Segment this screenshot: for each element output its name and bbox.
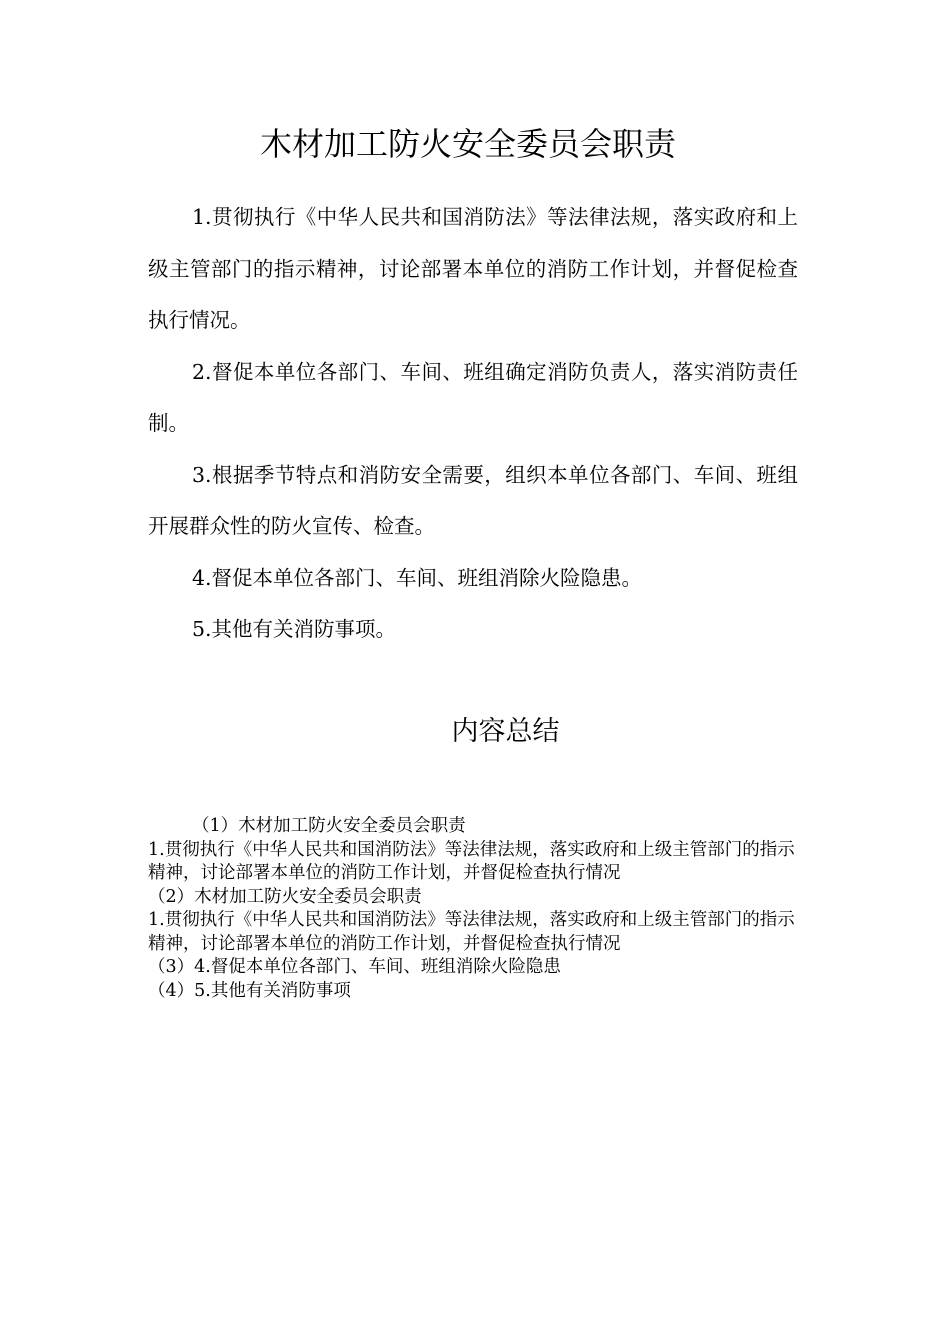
paragraph-5: 5.其他有关消防事项。 <box>192 617 397 641</box>
summary-title: 内容总结 <box>451 716 560 747</box>
paragraph-1: 1.贯彻执行《中华人民共和国消防法》等法律法规，落实政府和上级主管部门的指示精神，讨论部署本单位的消防工作计划，并督促检查执行情况。 <box>148 205 798 332</box>
summary-line-6: （4）5.其他有关消防事项 <box>148 980 351 1001</box>
paragraph-2: 2.督促本单位各部门、车间、班组确定消防负责人，落实消防责任制。 <box>148 359 798 435</box>
summary-line-5: （3）4.督促本单位各部门、车间、班组消除火险隐患 <box>148 957 561 977</box>
summary-line-2: 1.贯彻执行《中华人民共和国消防法》等法律法规，落实政府和上级主管部门的指示精神，讨论部署本单位的消防工作计划，并督促检查执行情况 <box>148 839 795 883</box>
document-body <box>148 192 798 656</box>
paragraph-4: 4.督促本单位各部门、车间、班组消除火险隐患。 <box>192 565 643 590</box>
summary-section <box>148 815 808 1003</box>
summary-line-1: （1）木材加工防火安全委员会职责 <box>192 816 466 836</box>
summary-line-4: 1.贯彻执行《中华人民共和国消防法》等法律法规，落实政府和上级主管部门的指示精神，讨论部署本单位的消防工作计划，并督促检查执行情况 <box>148 910 795 954</box>
summary-line-3: （2）木材加工防火安全委员会职责 <box>148 886 422 907</box>
document-title: 木材加工防火安全委员会职责 <box>259 125 676 163</box>
paragraph-3: 3.根据季节特点和消防安全需要，组织本单位各部门、车间、班组开展群众性的防火宣传、检查。 <box>148 462 798 538</box>
